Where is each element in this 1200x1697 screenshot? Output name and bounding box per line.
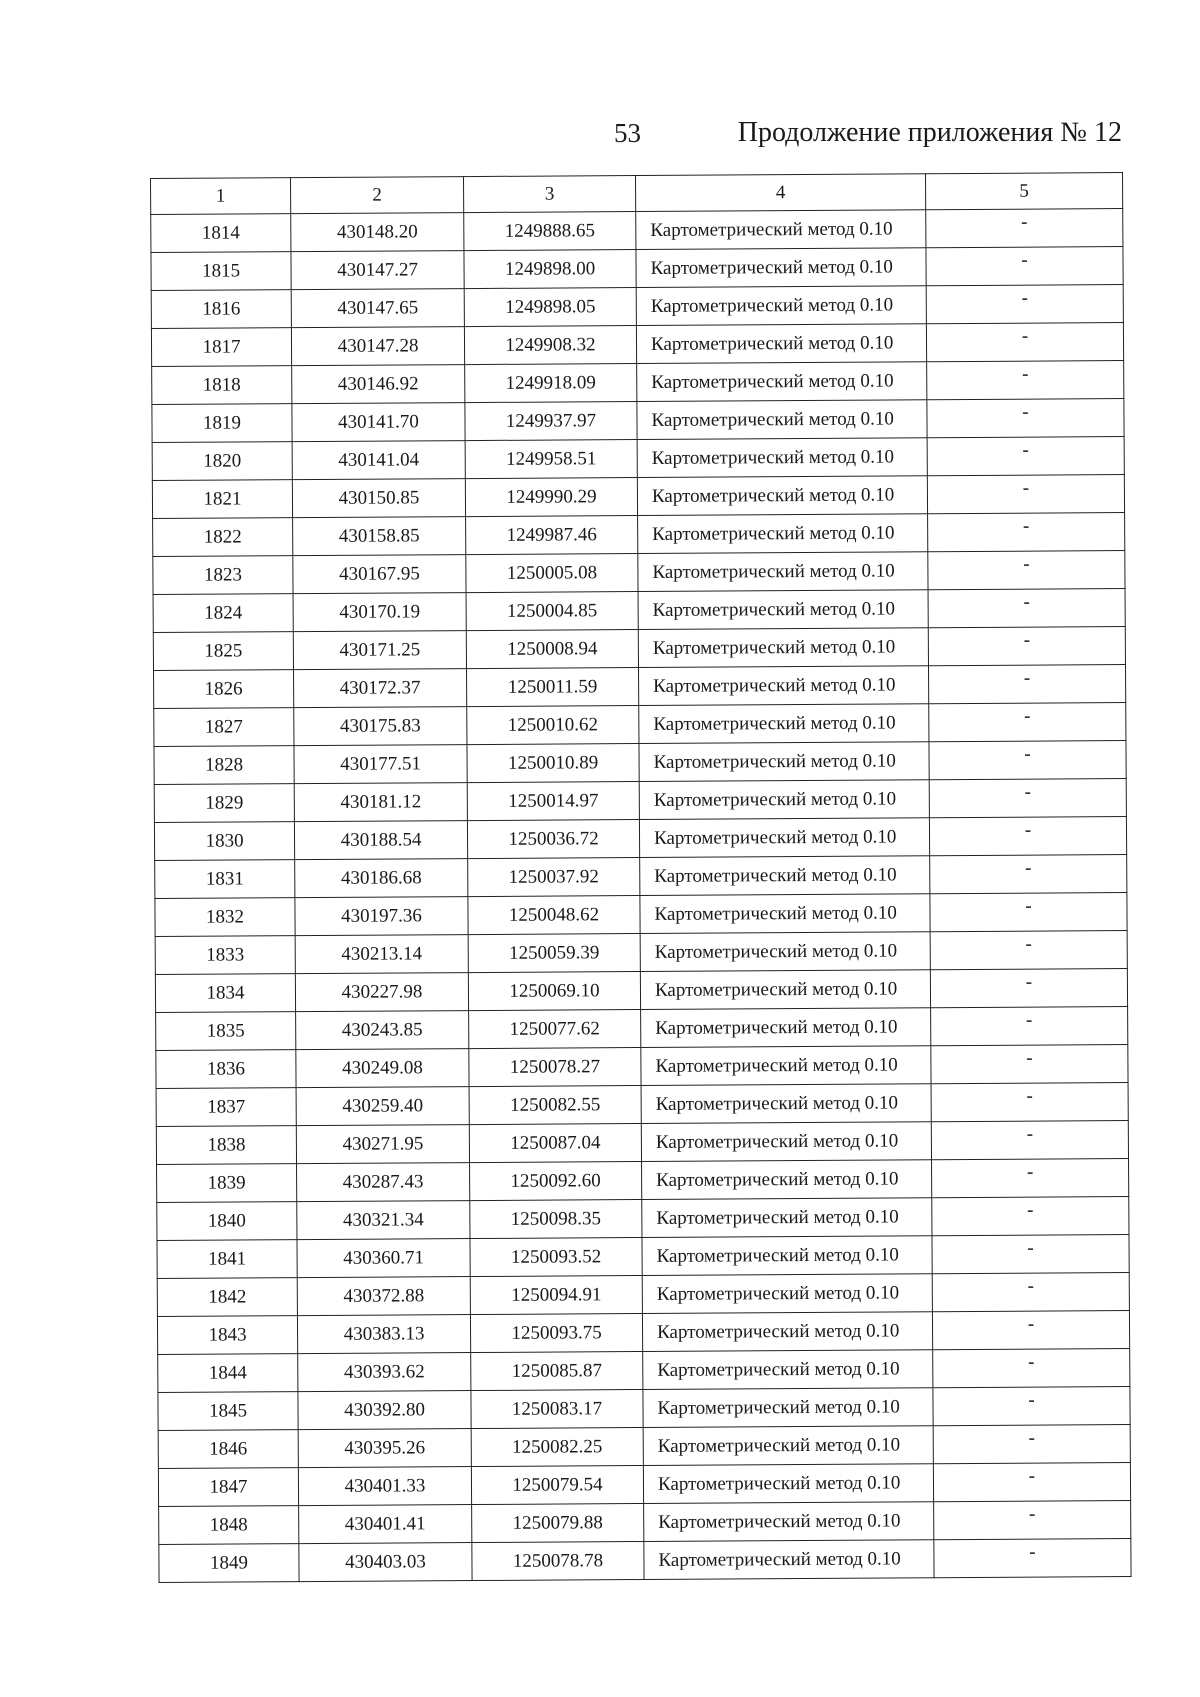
note-cell: -: [932, 1273, 1129, 1312]
x-coordinate-cell: 430401.41: [299, 1505, 472, 1544]
table-row: [157, 1311, 1129, 1355]
x-coordinate-cell: 430146.92: [292, 365, 465, 404]
y-coordinate-cell: 1249918.09: [465, 364, 637, 403]
table-row: [157, 1273, 1129, 1317]
x-coordinate-cell: 430372.88: [297, 1277, 470, 1316]
x-coordinate-cell: 430147.27: [291, 251, 464, 290]
y-coordinate-cell: 1249898.05: [464, 288, 636, 327]
table-row: [151, 247, 1123, 291]
note-cell: -: [926, 323, 1123, 362]
point-number-cell: 1842: [157, 1278, 297, 1317]
method-cell: Картометрический метод 0.10: [644, 1540, 934, 1580]
table-row: [152, 437, 1124, 481]
table-row: [155, 969, 1127, 1013]
point-number-cell: 1827: [154, 708, 294, 747]
method-cell: Картометрический метод 0.10: [638, 590, 928, 630]
column-header-3: 3: [463, 176, 635, 213]
note-cell: -: [933, 1463, 1130, 1502]
method-cell: Картометрический метод 0.10: [643, 1426, 933, 1466]
x-coordinate-cell: 430175.83: [294, 707, 467, 746]
note-cell: -: [931, 1121, 1128, 1160]
table-row: [158, 1425, 1130, 1469]
method-cell: Картометрический метод 0.10: [641, 1046, 931, 1086]
table-row: [153, 589, 1125, 633]
note-cell: -: [930, 931, 1127, 970]
point-number-cell: 1816: [151, 290, 291, 329]
table-row: [153, 513, 1125, 557]
point-number-cell: 1823: [153, 556, 293, 595]
method-cell: Картометрический метод 0.10: [643, 1388, 933, 1428]
point-number-cell: 1840: [157, 1202, 297, 1241]
x-coordinate-cell: 430383.13: [297, 1315, 470, 1354]
y-coordinate-cell: 1250008.94: [466, 630, 638, 669]
y-coordinate-cell: 1250094.91: [470, 1276, 642, 1315]
method-cell: Картометрический метод 0.10: [642, 1236, 932, 1276]
table-row: [155, 855, 1127, 899]
note-cell: -: [930, 969, 1127, 1008]
x-coordinate-cell: 430172.37: [294, 669, 467, 708]
method-cell: Картометрический метод 0.10: [641, 1122, 931, 1162]
point-number-cell: 1818: [152, 366, 292, 405]
y-coordinate-cell: 1250011.59: [467, 668, 639, 707]
point-number-cell: 1832: [155, 898, 295, 937]
x-coordinate-cell: 430401.33: [298, 1467, 471, 1506]
y-coordinate-cell: 1250037.92: [468, 858, 640, 897]
y-coordinate-cell: 1250085.87: [471, 1352, 643, 1391]
x-coordinate-cell: 430188.54: [294, 821, 467, 860]
method-cell: Картометрический метод 0.10: [644, 1502, 934, 1542]
appendix-title: Продолжение приложения № 12: [737, 117, 1122, 148]
table-row: [151, 209, 1123, 253]
y-coordinate-cell: 1250093.75: [470, 1314, 642, 1353]
point-number-cell: 1846: [158, 1430, 298, 1469]
y-coordinate-cell: 1250069.10: [468, 972, 640, 1011]
point-number-cell: 1841: [157, 1240, 297, 1279]
y-coordinate-cell: 1250082.25: [471, 1428, 643, 1467]
table-row: [153, 627, 1125, 671]
point-number-cell: 1831: [155, 860, 295, 899]
note-cell: -: [926, 209, 1123, 248]
y-coordinate-cell: 1250092.60: [470, 1162, 642, 1201]
table-row: [152, 399, 1124, 443]
table-row: [159, 1539, 1131, 1583]
note-cell: -: [933, 1425, 1130, 1464]
method-cell: Картометрический метод 0.10: [638, 666, 928, 706]
table-row: [151, 323, 1123, 367]
point-number-cell: 1834: [155, 974, 295, 1013]
note-cell: -: [930, 893, 1127, 932]
method-cell: Картометрический метод 0.10: [636, 286, 926, 326]
point-number-cell: 1829: [154, 784, 294, 823]
table-body: [151, 209, 1131, 1583]
x-coordinate-cell: 430227.98: [295, 973, 468, 1012]
y-coordinate-cell: 1250077.62: [469, 1010, 641, 1049]
method-cell: Картометрический метод 0.10: [637, 362, 927, 402]
x-coordinate-cell: 430259.40: [296, 1087, 469, 1126]
column-header-2: 2: [291, 177, 464, 214]
point-number-cell: 1820: [152, 442, 292, 481]
point-number-cell: 1833: [155, 936, 295, 975]
column-header-1: 1: [151, 178, 291, 215]
note-cell: -: [928, 589, 1125, 628]
table-row: [154, 779, 1126, 823]
x-coordinate-cell: 430147.28: [291, 327, 464, 366]
note-cell: -: [926, 247, 1123, 286]
y-coordinate-cell: 1250048.62: [468, 896, 640, 935]
note-cell: -: [928, 513, 1125, 552]
method-cell: Картометрический метод 0.10: [640, 856, 930, 896]
method-cell: Картометрический метод 0.10: [640, 932, 930, 972]
table-row: [154, 703, 1126, 747]
table-row: [156, 1045, 1128, 1089]
note-cell: -: [934, 1501, 1131, 1540]
table-row: [155, 931, 1127, 975]
method-cell: Картометрический метод 0.10: [637, 476, 927, 516]
page-header: [0, 113, 1200, 153]
method-cell: Картометрический метод 0.10: [642, 1274, 932, 1314]
table-row: [152, 475, 1124, 519]
point-number-cell: 1825: [153, 632, 293, 671]
table-header-row: [151, 173, 1123, 215]
y-coordinate-cell: 1250083.17: [471, 1390, 643, 1429]
point-number-cell: 1815: [151, 252, 291, 291]
x-coordinate-cell: 430395.26: [298, 1429, 471, 1468]
x-coordinate-cell: 430392.80: [298, 1391, 471, 1430]
method-cell: Картометрический метод 0.10: [638, 628, 928, 668]
point-number-cell: 1844: [158, 1354, 298, 1393]
x-coordinate-cell: 430287.43: [297, 1163, 470, 1202]
x-coordinate-cell: 430150.85: [292, 479, 465, 518]
point-number-cell: 1828: [154, 746, 294, 785]
note-cell: -: [932, 1197, 1129, 1236]
method-cell: Картометрический метод 0.10: [641, 1084, 931, 1124]
table-row: [154, 741, 1126, 785]
note-cell: -: [933, 1387, 1130, 1426]
method-cell: Картометрический метод 0.10: [642, 1198, 932, 1238]
x-coordinate-cell: 430271.95: [296, 1125, 469, 1164]
table-row: [156, 1007, 1128, 1051]
method-cell: Картометрический метод 0.10: [636, 248, 926, 288]
x-coordinate-cell: 430197.36: [295, 897, 468, 936]
y-coordinate-cell: 1250014.97: [467, 782, 639, 821]
note-cell: -: [928, 551, 1125, 590]
y-coordinate-cell: 1249937.97: [465, 402, 637, 441]
y-coordinate-cell: 1250078.78: [472, 1542, 644, 1581]
note-cell: -: [926, 285, 1123, 324]
note-cell: -: [931, 1045, 1128, 1084]
x-coordinate-cell: 430181.12: [294, 783, 467, 822]
table-row: [156, 1121, 1128, 1165]
note-cell: -: [928, 665, 1125, 704]
point-number-cell: 1817: [151, 328, 291, 367]
note-cell: -: [929, 779, 1126, 818]
x-coordinate-cell: 430148.20: [291, 213, 464, 252]
method-cell: Картометрический метод 0.10: [638, 514, 928, 554]
method-cell: Картометрический метод 0.10: [643, 1464, 933, 1504]
x-coordinate-cell: 430186.68: [295, 859, 468, 898]
x-coordinate-cell: 430141.04: [292, 441, 465, 480]
point-number-cell: 1826: [154, 670, 294, 709]
x-coordinate-cell: 430403.03: [299, 1543, 472, 1582]
y-coordinate-cell: 1250005.08: [466, 554, 638, 593]
x-coordinate-cell: 430171.25: [293, 631, 466, 670]
table-row: [158, 1349, 1130, 1393]
y-coordinate-cell: 1249888.65: [464, 212, 636, 251]
note-cell: -: [927, 399, 1124, 438]
note-cell: -: [927, 475, 1124, 514]
table-row: [153, 551, 1125, 595]
note-cell: -: [932, 1311, 1129, 1350]
point-number-cell: 1814: [151, 214, 291, 253]
note-cell: -: [927, 437, 1124, 476]
y-coordinate-cell: 1250087.04: [469, 1124, 641, 1163]
x-coordinate-cell: 430243.85: [296, 1011, 469, 1050]
method-cell: Картометрический метод 0.10: [638, 552, 928, 592]
table-row: [155, 893, 1127, 937]
method-cell: Картометрический метод 0.10: [640, 970, 930, 1010]
note-cell: -: [931, 1083, 1128, 1122]
point-number-cell: 1821: [152, 480, 292, 519]
method-cell: Картометрический метод 0.10: [636, 210, 926, 250]
point-number-cell: 1819: [152, 404, 292, 443]
method-cell: Картометрический метод 0.10: [636, 324, 926, 364]
method-cell: Картометрический метод 0.10: [639, 818, 929, 858]
x-coordinate-cell: 430360.71: [297, 1239, 470, 1278]
x-coordinate-cell: 430393.62: [298, 1353, 471, 1392]
table-row: [158, 1387, 1130, 1431]
y-coordinate-cell: 1249958.51: [465, 440, 637, 479]
point-number-cell: 1830: [154, 822, 294, 861]
table-row: [157, 1159, 1129, 1203]
page-number: 53: [614, 118, 641, 148]
x-coordinate-cell: 430141.70: [292, 403, 465, 442]
y-coordinate-cell: 1250093.52: [470, 1238, 642, 1277]
point-number-cell: 1836: [156, 1050, 296, 1089]
method-cell: Картометрический метод 0.10: [642, 1312, 932, 1352]
coordinates-table: [150, 172, 1132, 1583]
note-cell: -: [929, 741, 1126, 780]
point-number-cell: 1848: [159, 1506, 299, 1545]
note-cell: -: [931, 1007, 1128, 1046]
point-number-cell: 1849: [159, 1544, 299, 1583]
table-row: [152, 361, 1124, 405]
note-cell: -: [933, 1349, 1130, 1388]
method-cell: Картометрический метод 0.10: [641, 1008, 931, 1048]
table-row: [156, 1083, 1128, 1127]
table-row: [154, 817, 1126, 861]
method-cell: Картометрический метод 0.10: [637, 400, 927, 440]
point-number-cell: 1845: [158, 1392, 298, 1431]
table-row: [158, 1463, 1130, 1507]
note-cell: -: [934, 1539, 1131, 1578]
y-coordinate-cell: 1250082.55: [469, 1086, 641, 1125]
method-cell: Картометрический метод 0.10: [639, 704, 929, 744]
table-row: [151, 285, 1123, 329]
point-number-cell: 1835: [156, 1012, 296, 1051]
table-row: [157, 1235, 1129, 1279]
point-number-cell: 1822: [153, 518, 293, 557]
x-coordinate-cell: 430177.51: [294, 745, 467, 784]
point-number-cell: 1837: [156, 1088, 296, 1127]
note-cell: -: [929, 817, 1126, 856]
y-coordinate-cell: 1250036.72: [467, 820, 639, 859]
y-coordinate-cell: 1250004.85: [466, 592, 638, 631]
note-cell: -: [928, 627, 1125, 666]
column-header-4: 4: [635, 174, 925, 212]
method-cell: Картометрический метод 0.10: [643, 1350, 933, 1390]
x-coordinate-cell: 430213.14: [295, 935, 468, 974]
note-cell: -: [929, 703, 1126, 742]
point-number-cell: 1843: [157, 1316, 297, 1355]
table-row: [159, 1501, 1131, 1545]
x-coordinate-cell: 430158.85: [293, 517, 466, 556]
note-cell: -: [932, 1159, 1129, 1198]
y-coordinate-cell: 1250078.27: [469, 1048, 641, 1087]
point-number-cell: 1847: [158, 1468, 298, 1507]
x-coordinate-cell: 430167.95: [293, 555, 466, 594]
y-coordinate-cell: 1250010.62: [467, 706, 639, 745]
note-cell: -: [927, 361, 1124, 400]
method-cell: Картометрический метод 0.10: [639, 780, 929, 820]
table-row: [157, 1197, 1129, 1241]
y-coordinate-cell: 1249908.32: [464, 326, 636, 365]
y-coordinate-cell: 1250059.39: [468, 934, 640, 973]
note-cell: -: [930, 855, 1127, 894]
point-number-cell: 1839: [157, 1164, 297, 1203]
x-coordinate-cell: 430147.65: [291, 289, 464, 328]
y-coordinate-cell: 1249990.29: [465, 478, 637, 517]
x-coordinate-cell: 430249.08: [296, 1049, 469, 1088]
y-coordinate-cell: 1249898.00: [464, 250, 636, 289]
point-number-cell: 1824: [153, 594, 293, 633]
y-coordinate-cell: 1250079.54: [471, 1466, 643, 1505]
method-cell: Картометрический метод 0.10: [640, 894, 930, 934]
x-coordinate-cell: 430170.19: [293, 593, 466, 632]
point-number-cell: 1838: [156, 1126, 296, 1165]
method-cell: Картометрический метод 0.10: [637, 438, 927, 478]
table-row: [154, 665, 1126, 709]
y-coordinate-cell: 1250010.89: [467, 744, 639, 783]
note-cell: -: [932, 1235, 1129, 1274]
y-coordinate-cell: 1250079.88: [472, 1504, 644, 1543]
y-coordinate-cell: 1249987.46: [466, 516, 638, 555]
method-cell: Картометрический метод 0.10: [642, 1160, 932, 1200]
x-coordinate-cell: 430321.34: [297, 1201, 470, 1240]
method-cell: Картометрический метод 0.10: [639, 742, 929, 782]
y-coordinate-cell: 1250098.35: [470, 1200, 642, 1239]
column-header-5: 5: [925, 173, 1122, 210]
